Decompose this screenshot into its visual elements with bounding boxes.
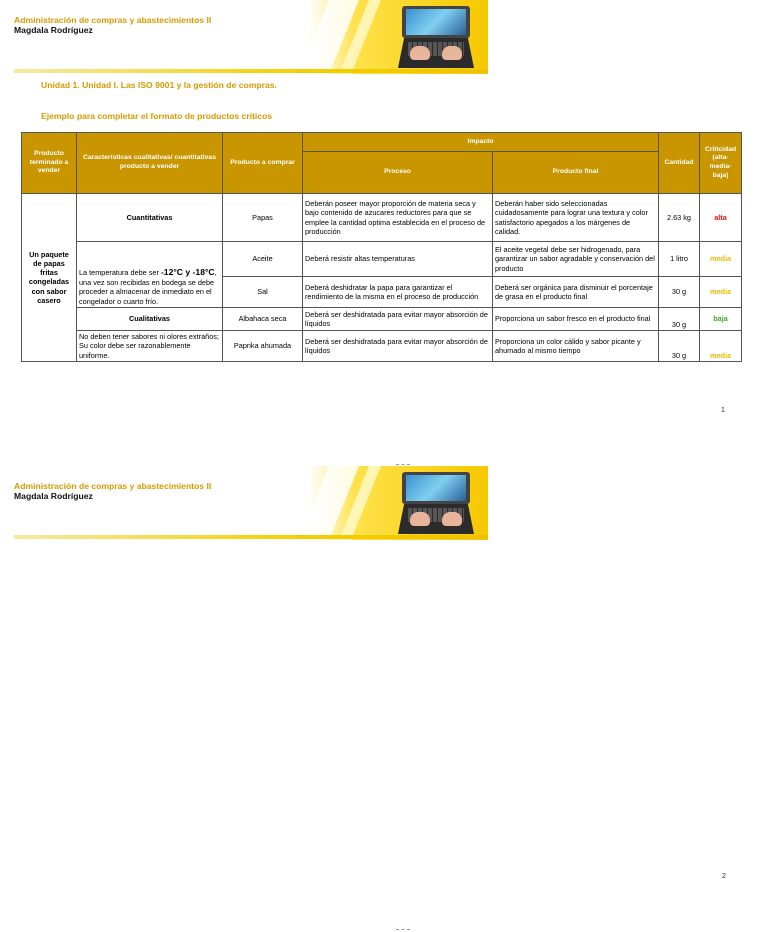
page-number: 1 [721, 407, 725, 414]
process-text: Deberá deshidratar la papa para garantizar el rendimiento de la misma en el proceso de producción [303, 277, 493, 308]
table-row [22, 308, 742, 331]
final-product-text: Proporciona un sabor fresco en el producto final [493, 308, 659, 331]
criticality: media [700, 242, 742, 277]
product-to-buy: Aceite [223, 242, 303, 277]
quantity: 2.63 kg [659, 194, 700, 242]
critical-products-table [21, 132, 742, 362]
page-break-mark [396, 929, 410, 931]
header-process: Proceso [303, 152, 493, 194]
header-final-product: Producto final [493, 152, 659, 194]
process-text: Deberá ser deshidratada para evitar mayor absorción de líquidos [303, 331, 493, 362]
char-qualitative-desc: No deben tener sabores ni olores extraños; Su color debe ser razonablemente uniforme. [77, 331, 223, 362]
product-to-buy: Albahaca seca [223, 308, 303, 331]
table-row [22, 194, 742, 242]
unit-title: Unidad 1. Unidad I. Las ISO 9001 y la gestión de compras. [41, 80, 277, 90]
process-text: Deberán poseer mayor proporción de materia seca y bajo contenido de azucares reductores para que se emplee la cantidad optima establecida en el proceso de producción [303, 194, 493, 242]
final-product-text: Proporciona un color cálido y sabor picante y ahumado al mismo tiempo [493, 331, 659, 362]
process-text: Deberá resistir altas temperaturas [303, 242, 493, 277]
quantity: 30 g [659, 308, 700, 331]
criticality: baja [700, 308, 742, 331]
quantity: 30 g [659, 277, 700, 308]
product-to-buy: Papas [223, 194, 303, 242]
final-product-text: El aceite vegetal debe ser hidrogenado, para garantizar un sabor agradable y conservación del producto [493, 242, 659, 277]
temp-prefix: La temperatura debe ser [79, 268, 161, 278]
criticality: media [700, 331, 742, 362]
process-text: Deberá ser deshidratada para evitar mayor absorción de líquidos [303, 308, 493, 331]
header-product-to-sell: Producto terminado a vender [22, 133, 77, 194]
temp-range: -12°C y -18°C [160, 267, 215, 278]
page-number: 2 [722, 873, 726, 880]
laptop-hands-image [398, 468, 474, 538]
laptop-hands-image [398, 2, 474, 72]
page-header [14, 0, 488, 74]
product-to-buy: Sal [223, 277, 303, 308]
quantity: 30 g [659, 331, 700, 362]
product-name: Un paquete de papas fritas congeladas con sabor casero [22, 194, 77, 362]
table-row [22, 242, 742, 277]
course-title: Administración de compras y abastecimientos II [14, 481, 212, 491]
page-header [14, 466, 488, 540]
criticality: alta [700, 194, 742, 242]
char-qualitative-label: Cualitativas [77, 308, 223, 331]
header-criticality: Criticidad (alta-media-baja) [700, 133, 742, 194]
header-impact: Impacto [303, 133, 659, 152]
header-product-to-buy: Producto a comprar [223, 133, 303, 194]
product-to-buy: Paprika ahumada [223, 331, 303, 362]
author-name: Magdala Rodríguez [14, 491, 93, 501]
temp-suffix: , una vez son recibidas en bodega se debe proceder a almacenar de inmediato en el congelador o cuarto frío. [79, 268, 217, 306]
header-quantity: Cantidad [659, 133, 700, 194]
final-product-text: Deberán haber sido seleccionadas cuidadosamente para lograr una textura y color satisfactorio apegados a los márgenes de calidad. [493, 194, 659, 242]
header-characteristics: Características cualitativas/ cuantitativas producto a vender [77, 133, 223, 194]
final-product-text: Deberá ser orgánica para disminuir el porcentaje de grasa en el producto final [493, 277, 659, 308]
char-temperature [77, 242, 223, 308]
example-title: Ejemplo para completar el formato de productos críticos [41, 111, 273, 121]
author-name: Magdala Rodríguez [14, 25, 93, 35]
char-quantitative-label: Cuantitativas [77, 194, 223, 242]
table-row [22, 331, 742, 362]
quantity: 1 litro [659, 242, 700, 277]
course-title: Administración de compras y abastecimientos II [14, 15, 212, 25]
criticality: media [700, 277, 742, 308]
